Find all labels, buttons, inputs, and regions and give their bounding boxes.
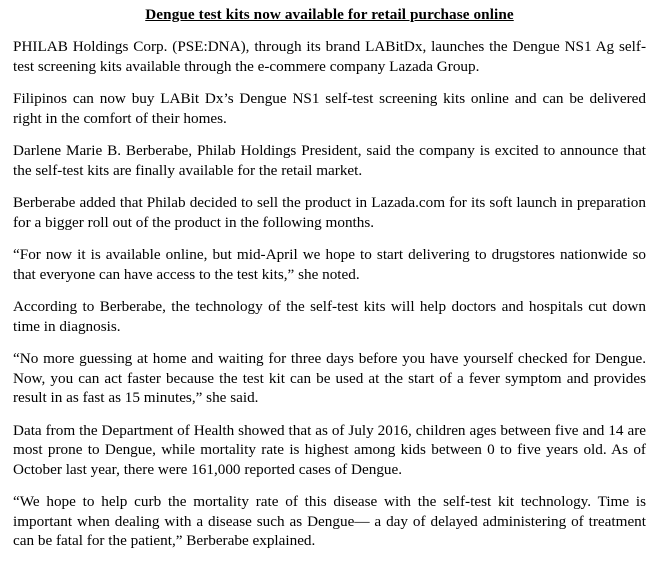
paragraph-drugstore-quote: “For now it is available online, but mid-April we hope to start delivering to drugstores nationwide so that everyone can have access to the test kits,” she noted. — [13, 246, 646, 283]
paragraph-online-purchase: Filipinos can now buy LABit Dx’s Dengue NS1 self-test screening kits online and can be delivered right in the comfort of their homes. — [13, 90, 646, 127]
paragraph-fast-result-quote: “No more guessing at home and waiting for three days before you have yourself checked for Dengue. Now, you can act faster because the test kit can be used at the start of a fever symptom and provides result in as fast as 15 minutes,” she said. — [13, 350, 646, 406]
paragraph-doh-data: Data from the Department of Health showed that as of July 2016, children ages between five and 14 are most prone to Dengue, while mortality rate is highest among kids between 0 to five years old. As of October last year, there were 161,000 reported cases of Dengue. — [13, 421, 646, 478]
paragraph-mortality-quote: “We hope to help curb the mortality rate of this disease with the self-test kit technology. Time is important when dealing with a disease such as Dengue— a day of delayed administering of treatment can be fatal for the patient,” Berberabe explained. — [13, 493, 646, 549]
paragraph-intro: PHILAB Holdings Corp. (PSE:DNA), through its brand LABitDx, launches the Dengue NS1 Ag self-test screening kits available through the e-commere company Lazada Group. — [13, 38, 646, 75]
paragraph-diagnosis-time: According to Berberabe, the technology of the self-test kits will help doctors and hospitals cut down time in diagnosis. — [13, 298, 646, 335]
paragraph-soft-launch: Berberabe added that Philab decided to sell the product in Lazada.com for its soft launch in preparation for a bigger roll out of the product in the following months. — [13, 194, 646, 231]
document-title: Dengue test kits now available for retail purchase online — [145, 6, 514, 23]
paragraph-president-statement: Darlene Marie B. Berberabe, Philab Holdings President, said the company is excited to announce that the self-test kits are finally available for the retail market. — [13, 142, 646, 179]
